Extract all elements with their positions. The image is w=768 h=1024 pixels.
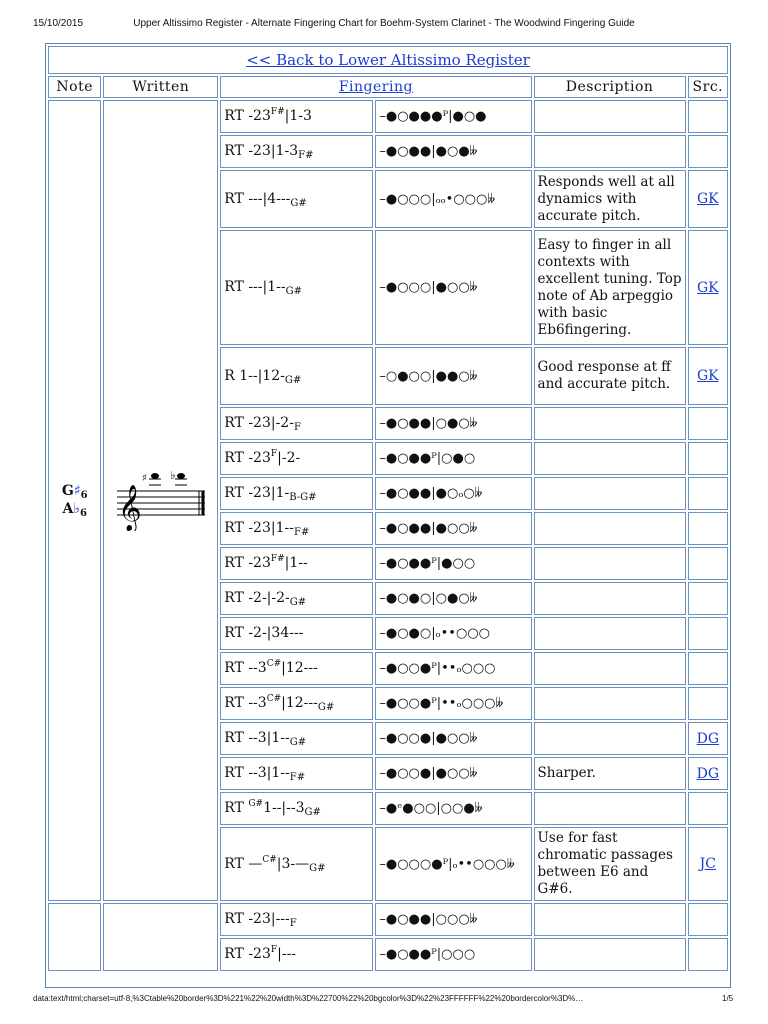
print-url: data:text/html;charset=utf-8,%3Ctable%20border%3D%221%22%20width%3D%22700%22%20bgcolor%3D%22%23FFFFFF%22%20bordercolor%3D%… [33,994,584,1003]
fingering-text: RT $---|1--_{G\#}$ [220,230,373,345]
fingering-diagram: –●○○○|ₒₒ•○○○𝄫 [375,170,531,228]
description [534,617,686,650]
source-link[interactable]: GK [697,368,719,384]
note-sharp-octave: 6 [80,489,88,501]
col-description: Description [534,76,686,98]
print-date: 15/10/2015 [33,18,84,29]
source-link[interactable]: DG [696,730,720,747]
source [688,100,728,133]
fingering-diagram: –●○●●ᴾ|●○○ [375,547,531,580]
description [534,135,686,168]
source [688,827,728,901]
fingering-diagram: –●○●●|○●○𝄫 [375,407,531,440]
fingering-diagram: –●○●●|●○ₒ○𝄫 [375,477,531,510]
source [688,687,728,720]
source [688,477,728,510]
nav-row [48,46,728,74]
fingering-text: RT $-23^F|---$ [220,938,373,971]
page-number: 1/5 [722,994,734,1003]
fingering-table [46,44,730,973]
fingering-diagram: –●ᵉ●○○|○○●𝄫 [375,792,531,825]
fingering-diagram: –●○○●ᴾ|••ₒ○○○𝄫 [375,687,531,720]
fingering-text: RT $--3|1--_{F\#}$ [220,757,373,790]
staff-notation-icon [113,471,209,531]
description [534,407,686,440]
fingering-text: RT $--3^{C\#}|12---$ [220,652,373,685]
fingering-text: RT $^{G\#}1--|--3_{G\#}$ [220,792,373,825]
print-title: Upper Altissimo Register - Alternate Fingering Chart for Boehm-System Clarinet - The Woodwind Fingering Guide [133,18,635,29]
fingering-row [48,100,728,133]
description [534,938,686,971]
source [688,547,728,580]
description [534,652,686,685]
description [534,687,686,720]
fingering-diagram: –●○●●ᴾ|○○○ [375,938,531,971]
source-link[interactable]: GK [697,279,719,296]
header-row [48,76,728,98]
description [534,442,686,475]
svg-text:𝄞: 𝄞 [117,484,142,531]
source [688,938,728,971]
description [534,722,686,755]
fingering-diagram: –●○○●|●○○𝄫 [375,722,531,755]
source [688,512,728,545]
source [688,135,728,168]
fingering-diagram: –○●○○|●●○𝄫 [375,347,531,405]
sharp-icon: ♯ [73,482,81,499]
fingering-diagram: –●○○●ᴾ|••ₒ○○○ [375,652,531,685]
note-sharp-letter: G [61,482,74,499]
fingering-text: RT $—^{C\#}|3-—_{G\#}$ [220,827,373,901]
description [534,100,686,133]
fingering-text: RT $-23|---_F$ [220,903,373,936]
source [688,230,728,345]
description: Responds well at all dynamics with accurate pitch. [534,170,686,228]
source [688,582,728,615]
source-link[interactable]: GK [697,191,719,207]
fingering-text: RT $--3^{C\#}|12---_{G\#}$ [220,687,373,720]
note-flat-letter: A [62,500,74,517]
fingering-text: RT $-23^{F\#}|1-3$ [220,100,373,133]
col-written: Written [103,76,218,98]
source-link[interactable]: DG [696,765,720,782]
source [688,722,728,755]
fingering-row [48,903,728,936]
source [688,792,728,825]
fingering-text: RT $-23^F|-2-$ [220,442,373,475]
back-link[interactable]: << Back to Lower Altissimo Register [246,51,530,69]
source [688,347,728,405]
fingering-text: RT $-23|1--_{F\#}$ [220,512,373,545]
description: Sharper. [534,757,686,790]
note-cell [48,100,101,901]
print-header [0,0,768,40]
col-fingering-link[interactable]: Fingering [338,79,413,95]
description: Easy to finger in all contexts with excellent tuning. Top note of Ab arpeggio with basic Eb6fingering. [534,230,686,345]
fingering-diagram: –●○●●|●○○𝄫 [375,512,531,545]
note-cell-next [48,903,101,971]
description [534,903,686,936]
svg-text:♯: ♯ [141,472,147,484]
source [688,617,728,650]
svg-text:♭: ♭ [169,470,176,482]
source [688,407,728,440]
note-flat-octave: 6 [79,507,87,519]
written-staff-cell-next [103,903,218,971]
col-note: Note [48,76,101,98]
source [688,903,728,936]
col-src: Src. [688,76,728,98]
fingering-diagram: –●○○●|●○○𝄫 [375,757,531,790]
source [688,652,728,685]
fingering-diagram: –●○○○●ᴾ|ₒ••○○○𝄫 [375,827,531,901]
fingering-text: RT $-23^{F\#}|1--$ [220,547,373,580]
fingering-text: RT -2-|34--- [220,617,373,650]
fingering-table-wrapper [45,43,731,988]
fingering-text: R $1--|12-_{G\#}$ [220,347,373,405]
description: Good response at ff and accurate pitch. [534,347,686,405]
fingering-diagram: –●○●○|○●○𝄫 [375,582,531,615]
source [688,442,728,475]
description [534,792,686,825]
fingering-text: RT $-23|1-3_{F\#}$ [220,135,373,168]
written-staff-cell [103,100,218,901]
source [688,757,728,790]
description [534,512,686,545]
fingering-text: RT $-23|1-_{B-G\#}$ [220,477,373,510]
description [534,477,686,510]
fingering-text: RT $-23|-2-_F$ [220,407,373,440]
description: Use for fast chromatic passages between E6 and G#6. [534,827,686,901]
fingering-diagram: –●○●●●ᴾ|●○● [375,100,531,133]
fingering-text: RT $---|4---_{G\#}$ [220,170,373,228]
fingering-diagram: –●○●●|○○○𝄫 [375,903,531,936]
fingering-diagram: –●○●○|ₒ••○○○ [375,617,531,650]
source [688,170,728,228]
fingering-text: RT $--3|1--_{G\#}$ [220,722,373,755]
description [534,547,686,580]
flat-icon: ♭ [73,500,80,517]
fingering-diagram: –●○●●|●○●𝄫 [375,135,531,168]
source-link[interactable]: JC [699,856,716,872]
fingering-diagram: –●○○○|●○○𝄫 [375,230,531,345]
fingering-diagram: –●○●●ᴾ|○●○ [375,442,531,475]
description [534,582,686,615]
print-footer [0,990,768,1010]
fingering-text: RT $-2-|-2-_{G\#}$ [220,582,373,615]
